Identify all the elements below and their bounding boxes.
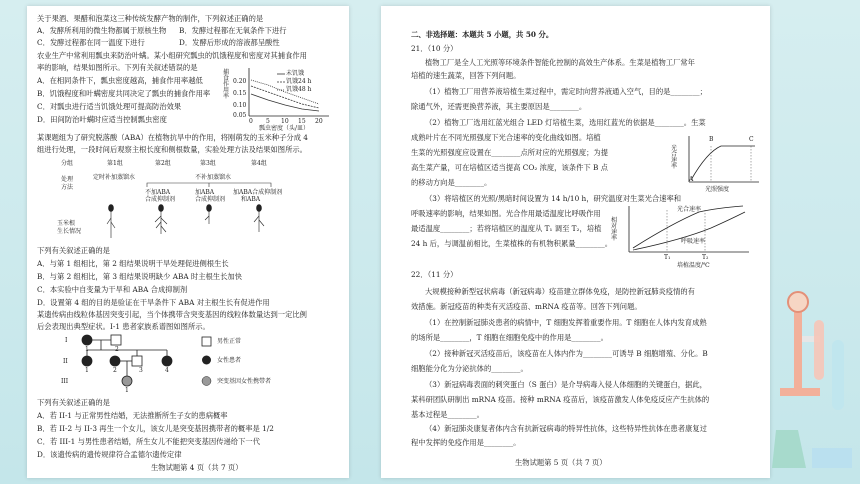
flask-icon <box>772 430 806 468</box>
row-label: 处理 <box>61 176 74 183</box>
page-footer: 生物试题第 5 页（共 7 页） <box>515 458 607 467</box>
legend-item: 男性正常 <box>217 338 242 345</box>
group-label: 第3组 <box>200 160 216 167</box>
treatment-label: 不加ABA <box>145 189 171 196</box>
question-text: 农业生产中常利用瓢虫来防治叶螨。某小组研究瓢虫的饥饿程度和密度对其捕食作用 <box>37 51 307 60</box>
y-tick: 0.15 <box>233 90 247 97</box>
test-tube-icon <box>814 320 824 380</box>
pedigree-III-1 <box>122 376 132 386</box>
question-number: 22．（11 分） <box>411 270 458 279</box>
question-text: 生菜的光照强度应设置在________点所对应的光照强度；为提 <box>411 148 609 157</box>
question-number: 21．（10 分） <box>411 44 458 53</box>
predation-rate-graph <box>233 64 333 126</box>
question-text: 大规模接种新型冠状病毒（新冠病毒）疫苗建立群体免疫，是防控新冠肺炎疫情的有 <box>425 287 695 296</box>
pedigree-number: 1 <box>85 346 89 353</box>
pedigree-II-3 <box>132 356 142 366</box>
pedigree-I-2 <box>111 335 121 345</box>
legend-item: 女性患者 <box>217 357 242 364</box>
legend-item: 突变基因女性携带者 <box>217 378 272 385</box>
generation-label: III <box>61 378 69 385</box>
test-tube-icon <box>832 340 844 410</box>
page-footer: 生物试题第 4 页（共 7 页） <box>151 463 243 472</box>
x-tick: 5 <box>266 118 270 125</box>
pedigree-number: 3 <box>139 367 143 374</box>
pedigree-number: 2 <box>113 367 117 374</box>
group-label: 第4组 <box>251 160 267 167</box>
series-line-unfed <box>251 94 319 111</box>
question-text: 高生菜产量，可在培植区适当提高 CO₂ 浓度，该条件下 B 点 <box>411 163 608 172</box>
question-text: 后会表现出典型症状。I-1 患者家族系谱图如图所示。 <box>37 322 210 331</box>
treatment-label: 合成抑制剂 <box>145 196 176 203</box>
curve-label: 光合速率 <box>677 206 702 213</box>
question-text: （2）接种新冠灭活疫苗后，该疫苗在人体内作为________可诱导 B 细胞增殖、分化。B <box>425 349 708 358</box>
treatment-label: 和ABA <box>241 196 261 203</box>
y-tick: 0.05 <box>233 112 247 119</box>
curve-label: 呼吸速率 <box>681 238 706 245</box>
question-text: 某遗传病由线粒体基因突变引起，当个体携带含突变基因的线粒体数量达到一定比例 <box>37 310 307 319</box>
exam-page-right <box>381 6 770 478</box>
question-intro: 下列有关叙述正确的是 <box>37 246 110 255</box>
lamp-icon <box>788 292 808 312</box>
option-b: B．饥饿程度和叶螨密度共同决定了瓢虫的捕食作用率 <box>37 89 211 98</box>
graph-xlabel: 瓢虫密度（头/皿） <box>259 125 310 132</box>
root-growth-illustration <box>97 202 297 242</box>
pedigree-II-4 <box>162 356 172 366</box>
lab-equipment-illustration <box>772 280 860 480</box>
question-text: （2）植物工厂选用红蓝光组合 LED 灯培植生菜，选用红蓝光的依据是________。生菜 <box>425 118 706 127</box>
point-label: B <box>709 136 714 143</box>
question-text: 的移动方向是________。 <box>411 178 492 187</box>
pedigree-number: 4 <box>165 367 169 374</box>
photosynthesis-curve <box>691 146 755 180</box>
question-intro: 下列有关叙述正确的是 <box>37 398 110 407</box>
question-text: 基本过程是________。 <box>411 410 484 419</box>
treatment-label: 加ABA合成抑制剂 <box>233 189 283 196</box>
x-tick: 15 <box>298 118 306 125</box>
question-text: 的场所是________，T 细胞在细胞免疫中的作用是________。 <box>411 333 608 342</box>
row-label: 分组 <box>61 160 74 167</box>
row-label: 玉米根 <box>57 220 76 227</box>
question-text: 程中发挥的免疫作用是________。 <box>411 438 521 447</box>
option-a: A．在相同条件下，瓢虫密度越高，捕食作用率越低 <box>37 76 203 85</box>
graph-xlabel: 培植温度/℃ <box>677 262 710 269</box>
option-c: C．本实验中自变量为干旱和 ABA 合成抑制剂 <box>37 285 188 294</box>
pedigree-number: 1 <box>85 367 89 374</box>
treatment-label: 加ABA <box>195 189 215 196</box>
question-text: 植物工厂是全人工光照等环境条件智能化控制的高效生产体系。生菜是植物工厂常年 <box>425 58 695 67</box>
question-text: 率的影响，结果如图所示。下列有关叙述错误的是 <box>37 63 198 72</box>
point-label: A <box>689 176 694 183</box>
option-a: A．发酵所利用的微生物都属于原核生物 <box>37 26 167 35</box>
option-b: B．若 II-2 与 II-3 再生一个女儿，该女儿是突变基因携带者的概率是 1/2 <box>37 424 274 433</box>
graph-xlabel: 光照强度 <box>705 186 730 193</box>
legend-item: 饥饿24 h <box>286 78 312 85</box>
treatment-label: 不补加蒸馏水 <box>195 174 232 181</box>
question-text: 最适温度________；若将培植区的温度从 T₁ 调至 T₂，培植 <box>411 224 602 233</box>
graph-ylabel: 捕食作用率 <box>223 69 230 100</box>
question-text: 24 h 后，与调温前相比，生菜植株的有机物积累量________。 <box>411 239 613 248</box>
question-text: 某课题组为了研究脱落酸（ABA）在植物抗旱中的作用，将刚萌发的玉米种子分成 4 <box>37 133 308 142</box>
point-label: C <box>749 136 754 143</box>
question-text: 呼吸速率的影响，结果如图。光合作用最适温度比呼吸作用 <box>411 209 601 218</box>
option-c: C．发酵过程都在同一温度下进行 <box>37 38 145 47</box>
generation-label: I <box>65 337 68 344</box>
option-b: B．发酵过程都在无氧条件下进行 <box>179 26 287 35</box>
question-intro: 关于果酒、果醋和泡菜这三种传统发酵产物的制作，下列叙述正确的是 <box>37 14 264 23</box>
legend-item: 未饥饿 <box>286 70 305 77</box>
option-d: D．该遗传病的遗传规律符合孟德尔遗传定律 <box>37 450 182 459</box>
pedigree-legend-symbols <box>201 336 213 390</box>
row-label: 方法 <box>61 184 74 191</box>
x-tick: T₁ <box>664 254 671 261</box>
graph-ylabel: 光合速率 <box>671 145 678 170</box>
question-text: （4）新冠肺炎康复者体内含有抗新冠病毒的特异性抗体，这些特异性抗体在患者康复过 <box>425 424 707 433</box>
x-tick: 0 <box>249 118 253 125</box>
question-text: （1）在控制新冠肺炎患者的病情中，T 细胞发挥着重要作用。T 细胞在人体内发育成熟 <box>425 318 707 327</box>
question-text: 培植的速生蔬菜，回答下列问题。 <box>411 71 521 80</box>
question-text: 成熟叶片在不同光照强度下光合速率的变化曲线如图。培植 <box>411 133 601 142</box>
option-a: A．与第 1 组相比，第 2 组结果说明干旱处理促进侧根生长 <box>37 259 229 268</box>
question-text: 某科研团队研制出 mRNA 疫苗。接种 mRNA 疫苗后，该疫苗激发人体免疫反应产生抗体的 <box>411 395 710 404</box>
treatment-label: 定时补加蒸馏水 <box>93 174 136 181</box>
bracket <box>145 182 275 188</box>
option-b: B．与第 2 组相比，第 3 组结果说明缺少 ABA 时主根生长加快 <box>37 272 242 281</box>
option-c: C．若 III-1 与男性患者结婚，所生女儿不能把突变基因传递给下一代 <box>37 437 260 446</box>
pedigree-number: 1 <box>125 387 129 394</box>
pedigree-II-1 <box>82 356 92 366</box>
question-text: 效措施。新冠疫苗的种类有灭活疫苗、mRNA 疫苗等。回答下列问题。 <box>411 302 642 311</box>
group-label: 第2组 <box>155 160 171 167</box>
option-d: D．设置第 4 组的目的是验证在干旱条件下 ABA 对主根生长有促进作用 <box>37 298 270 307</box>
question-text: （1）植物工厂用营养液培植生菜过程中，需定时向营养液通入空气，目的是________； <box>425 87 707 96</box>
legend-item: 饥饿48 h <box>286 86 312 93</box>
option-c: C．对瓢虫进行适当饥饿处理可提高防治效果 <box>37 102 182 111</box>
row-label: 生长情况 <box>57 228 82 235</box>
graph-ylabel: 相对速率 <box>611 217 618 242</box>
pedigree-I-1 <box>82 335 92 345</box>
pedigree-II-2 <box>110 356 120 366</box>
option-d: D．田间防治叶螨时应适当控制瓢虫密度 <box>37 115 167 124</box>
question-text: 细胞能分化为分泌抗体的________。 <box>411 364 528 373</box>
generation-label: II <box>63 358 68 365</box>
exam-page-left <box>27 6 349 478</box>
y-tick: 0.20 <box>233 78 247 85</box>
question-text: （3）将培植区的光照/黑暗时间设置为 14 h/10 h，研究温度对生菜光合速率和 <box>425 194 682 203</box>
group-label: 第1组 <box>107 160 123 167</box>
option-d: D．发酵后形成的溶液都呈酸性 <box>179 38 280 47</box>
treatment-label: 合成抑制剂 <box>195 196 226 203</box>
x-tick: T₂ <box>702 254 709 261</box>
pedigree-chart <box>57 332 217 392</box>
option-a: A．若 II-1 与正常男性结婚，无法推断所生子女的患病概率 <box>37 411 228 420</box>
question-text: 组进行处理，一段时间后观察主根长度和侧根数量，实验处理方法及结果如图所示。 <box>37 145 307 154</box>
question-text: 除通气外，还需更换营养液，其主要原因是________。 <box>411 102 587 111</box>
y-tick: 0.10 <box>233 102 247 109</box>
section-heading: 二、非选择题：本题共 5 小题，共 50 分。 <box>411 30 554 39</box>
x-tick: 10 <box>281 118 289 125</box>
x-tick: 20 <box>315 118 323 125</box>
question-text: （3）新冠病毒表面的刺突蛋白（S 蛋白）是介导病毒入侵人体细胞的关键蛋白，据此， <box>425 380 707 389</box>
pedigree-number: 2 <box>115 346 119 353</box>
